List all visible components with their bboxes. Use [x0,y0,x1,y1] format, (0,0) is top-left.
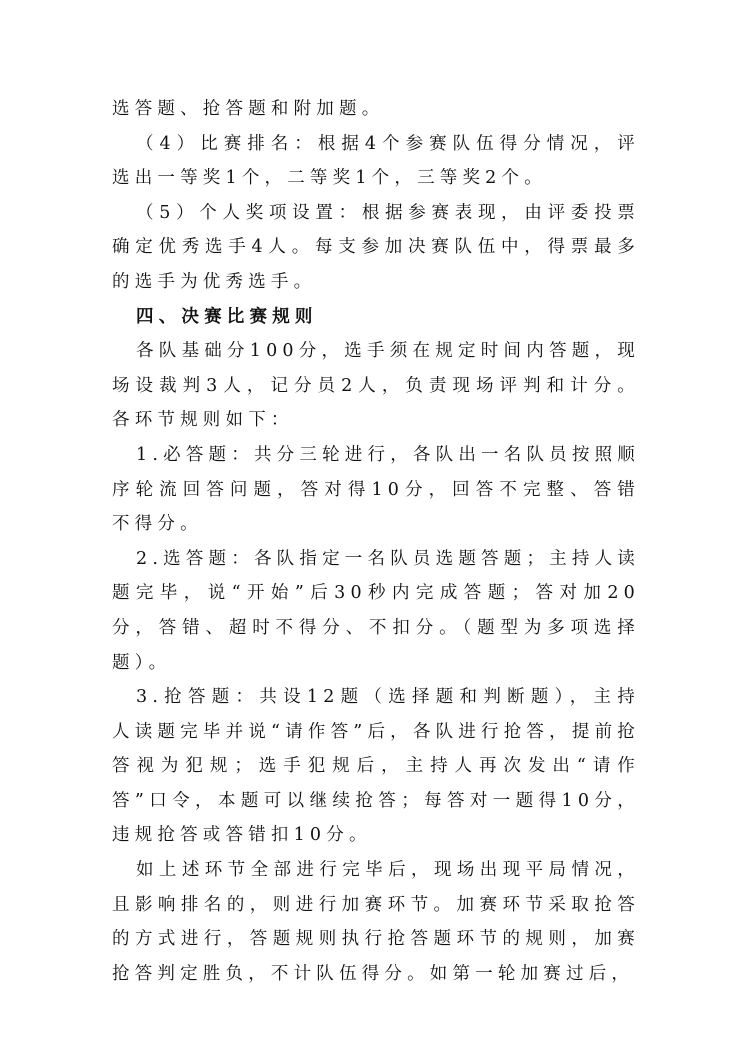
section-heading-final-rules: 四、决赛比赛规则 [136,306,318,327]
paragraph-required-questions: 1.必答题：共分三轮进行，各队出一名队员按照顺序轮流回答问题，答对得10分，回答不完整、答错不得分。 [112,444,640,535]
paragraph-continuation: 选答题、抢答题和附加题。 [112,99,385,119]
paragraph-ranking: （4）比赛排名：根据4个参赛队伍得分情况，评选出一等奖1个，二等奖1个，三等奖2个。 [112,133,640,189]
paragraph-optional-questions: 2.选答题：各队指定一名队员选题答题；主持人读题完毕，说“开始”后30秒内完成答题；答对加20分，答错、超时不得分、不扣分。（题型为多项选择题）。 [112,548,640,673]
paragraph-individual-awards: （5）个人奖项设置：根据参赛表现，由评委投票确定优秀选手4人。每支参加决赛队伍中，得票最多的选手为优秀选手。 [112,202,640,292]
paragraph-buzzer-questions: 3.抢答题：共设12题（选择题和判断题），主持人读题完毕并说“请作答”后，各队进行抢答，提前抢答视为犯规；选手犯规后，主持人再次发出“请作答”口令，本题可以继续抢答；每答对一题得10分，违规抢答或答错扣10分。 [112,687,640,846]
paragraph-base-score: 各队基础分100分，选手须在规定时间内答题，现场设裁判3人，记分员2人，负责现场评判和计分。各环节规则如下： [112,341,640,431]
document-page [112,92,640,991]
paragraph-tiebreaker: 如上述环节全部进行完毕后，现场出现平局情况，且影响排名的，则进行加赛环节。加赛环节采取抢答的方式进行，答题规则执行抢答题环节的规则，加赛抢答判定胜负，不计队伍得分。如第一轮加赛过后， [112,860,640,984]
